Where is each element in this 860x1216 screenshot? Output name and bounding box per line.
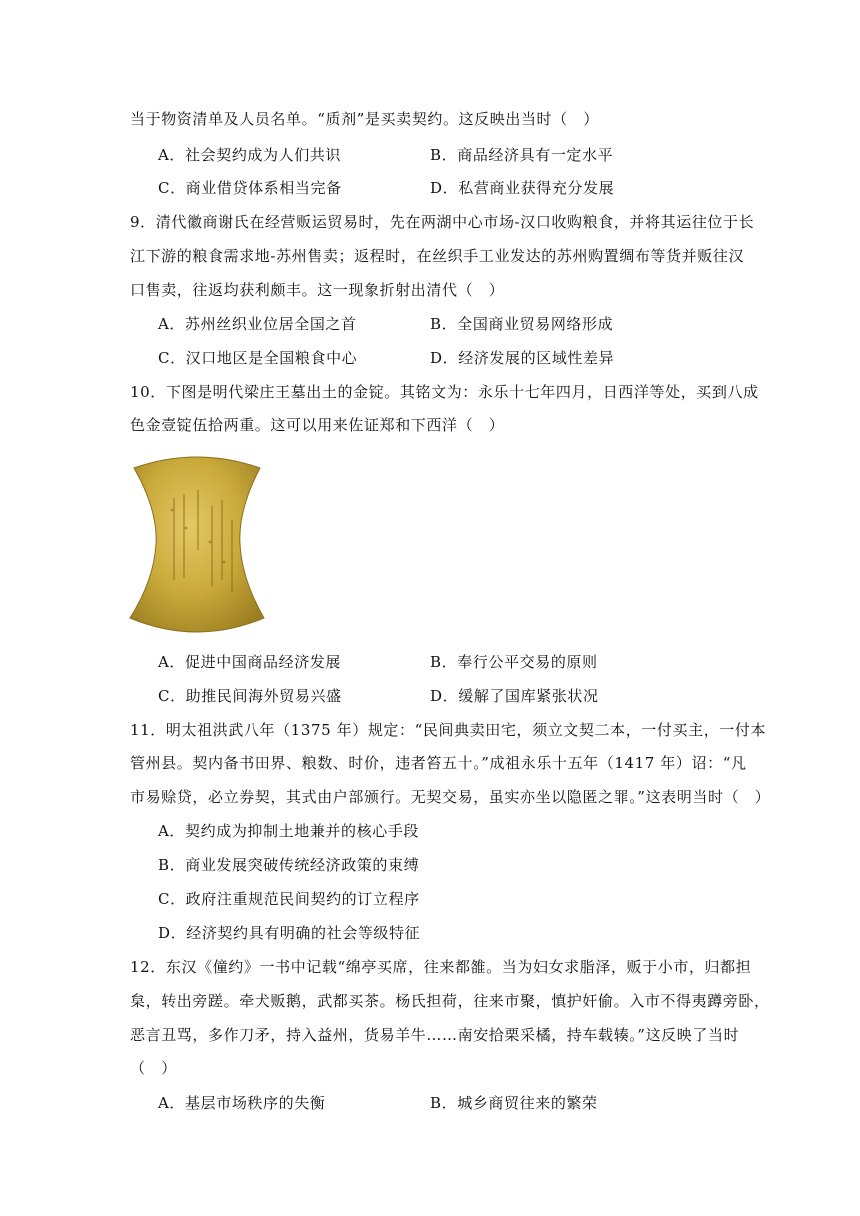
q9-option-c[interactable]: C．汉口地区是全国粮食中心	[158, 349, 358, 367]
q9-stem-line-2: 江下游的粮食需求地-苏州售卖；返程时，在丝织手工业发达的苏州购置绸布等货并贩往汉	[130, 247, 745, 265]
q9-option-b[interactable]: B．全国商业贸易网络形成	[430, 315, 614, 333]
q12-stem-line-1: 12．东汉《僮约》一书中记载“绵亭买席，往来都雒。当为妇女求脂泽，贩于小市，归都担	[130, 958, 752, 976]
q10-stem-line-1: 10．下图是明代梁庄王墓出土的金锭。其铭文为：永乐十七年四月，日西洋等处，买到八成	[130, 383, 759, 401]
q11-stem-line-3: 市易赊贷，必立券契，其式由户部颁行。无契交易，虽实亦坐以隐匿之罪。”这表明当时（ ）	[130, 788, 771, 806]
q9-option-a[interactable]: A．苏州丝织业位居全国之首	[158, 315, 357, 333]
q10-option-d[interactable]: D．缓解了国库紧张状况	[430, 687, 599, 705]
q11-option-d[interactable]: D．经济契约具有明确的社会等级特征	[158, 924, 421, 942]
q8-option-d[interactable]: D．私营商业获得充分发展	[430, 179, 615, 197]
q11-option-c[interactable]: C．政府注重规范民间契约的订立程序	[158, 890, 420, 908]
q12-stem-line-3: 恶言丑骂，多作刀矛，持入益州，货易羊牛……南安拾栗采橘，持车载辏。”这反映了当时	[130, 1026, 740, 1044]
q10-option-a[interactable]: A．促进中国商品经济发展	[158, 653, 342, 671]
q12-stem-line-2: 枲，转出旁蹉。牵犬贩鹅，武都买茶。杨氏担荷，往来市聚，慎护奸偷。入市不得夷蹲旁卧，	[130, 992, 770, 1010]
q12-option-b[interactable]: B．城乡商贸往来的繁荣	[430, 1094, 598, 1112]
q10-option-b[interactable]: B．奉行公平交易的原则	[430, 653, 598, 671]
q8-stem-tail: 当于物资清单及人员名单。“质剂”是买卖契约。这反映出当时（ ）	[130, 110, 599, 128]
gold-ingot-image	[128, 450, 266, 638]
q11-stem-line-2: 管州县。契内备书田界、粮数、时价，违者笞五十。”成祖永乐十五年（1417 年）诏：“凡	[130, 754, 747, 772]
q9-stem-line-3: 口售卖，往返均获利颇丰。这一现象折射出清代（ ）	[130, 281, 505, 299]
q12-stem-line-4: （ ）	[130, 1059, 177, 1077]
q11-option-a[interactable]: A．契约成为抑制土地兼并的核心手段	[158, 822, 420, 840]
q9-stem-line-1: 9．清代徽商谢氏在经营贩运贸易时，先在两湖中心市场-汉口收购粮食，并将其运往位于长	[130, 213, 755, 231]
q11-option-b[interactable]: B．商业发展突破传统经济政策的束缚	[158, 856, 420, 874]
q8-option-b[interactable]: B．商品经济具有一定水平	[430, 146, 614, 164]
q9-option-d[interactable]: D．经济发展的区域性差异	[430, 349, 615, 367]
q11-stem-line-1: 11．明太祖洪武八年（1375 年）规定：“民间典卖田宅，须立文契二本，一付买主，一付本	[130, 721, 767, 739]
q12-option-a[interactable]: A．基层市场秩序的失衡	[158, 1094, 326, 1112]
q8-option-c[interactable]: C．商业借贷体系相当完备	[158, 179, 342, 197]
q10-option-c[interactable]: C．助推民间海外贸易兴盛	[158, 687, 342, 705]
ingot-body	[130, 457, 264, 632]
q10-stem-line-2: 色金壹锭伍拾两重。这可以用来佐证郑和下西洋（ ）	[130, 416, 505, 434]
q8-option-a[interactable]: A．社会契约成为人们共识	[158, 146, 342, 164]
